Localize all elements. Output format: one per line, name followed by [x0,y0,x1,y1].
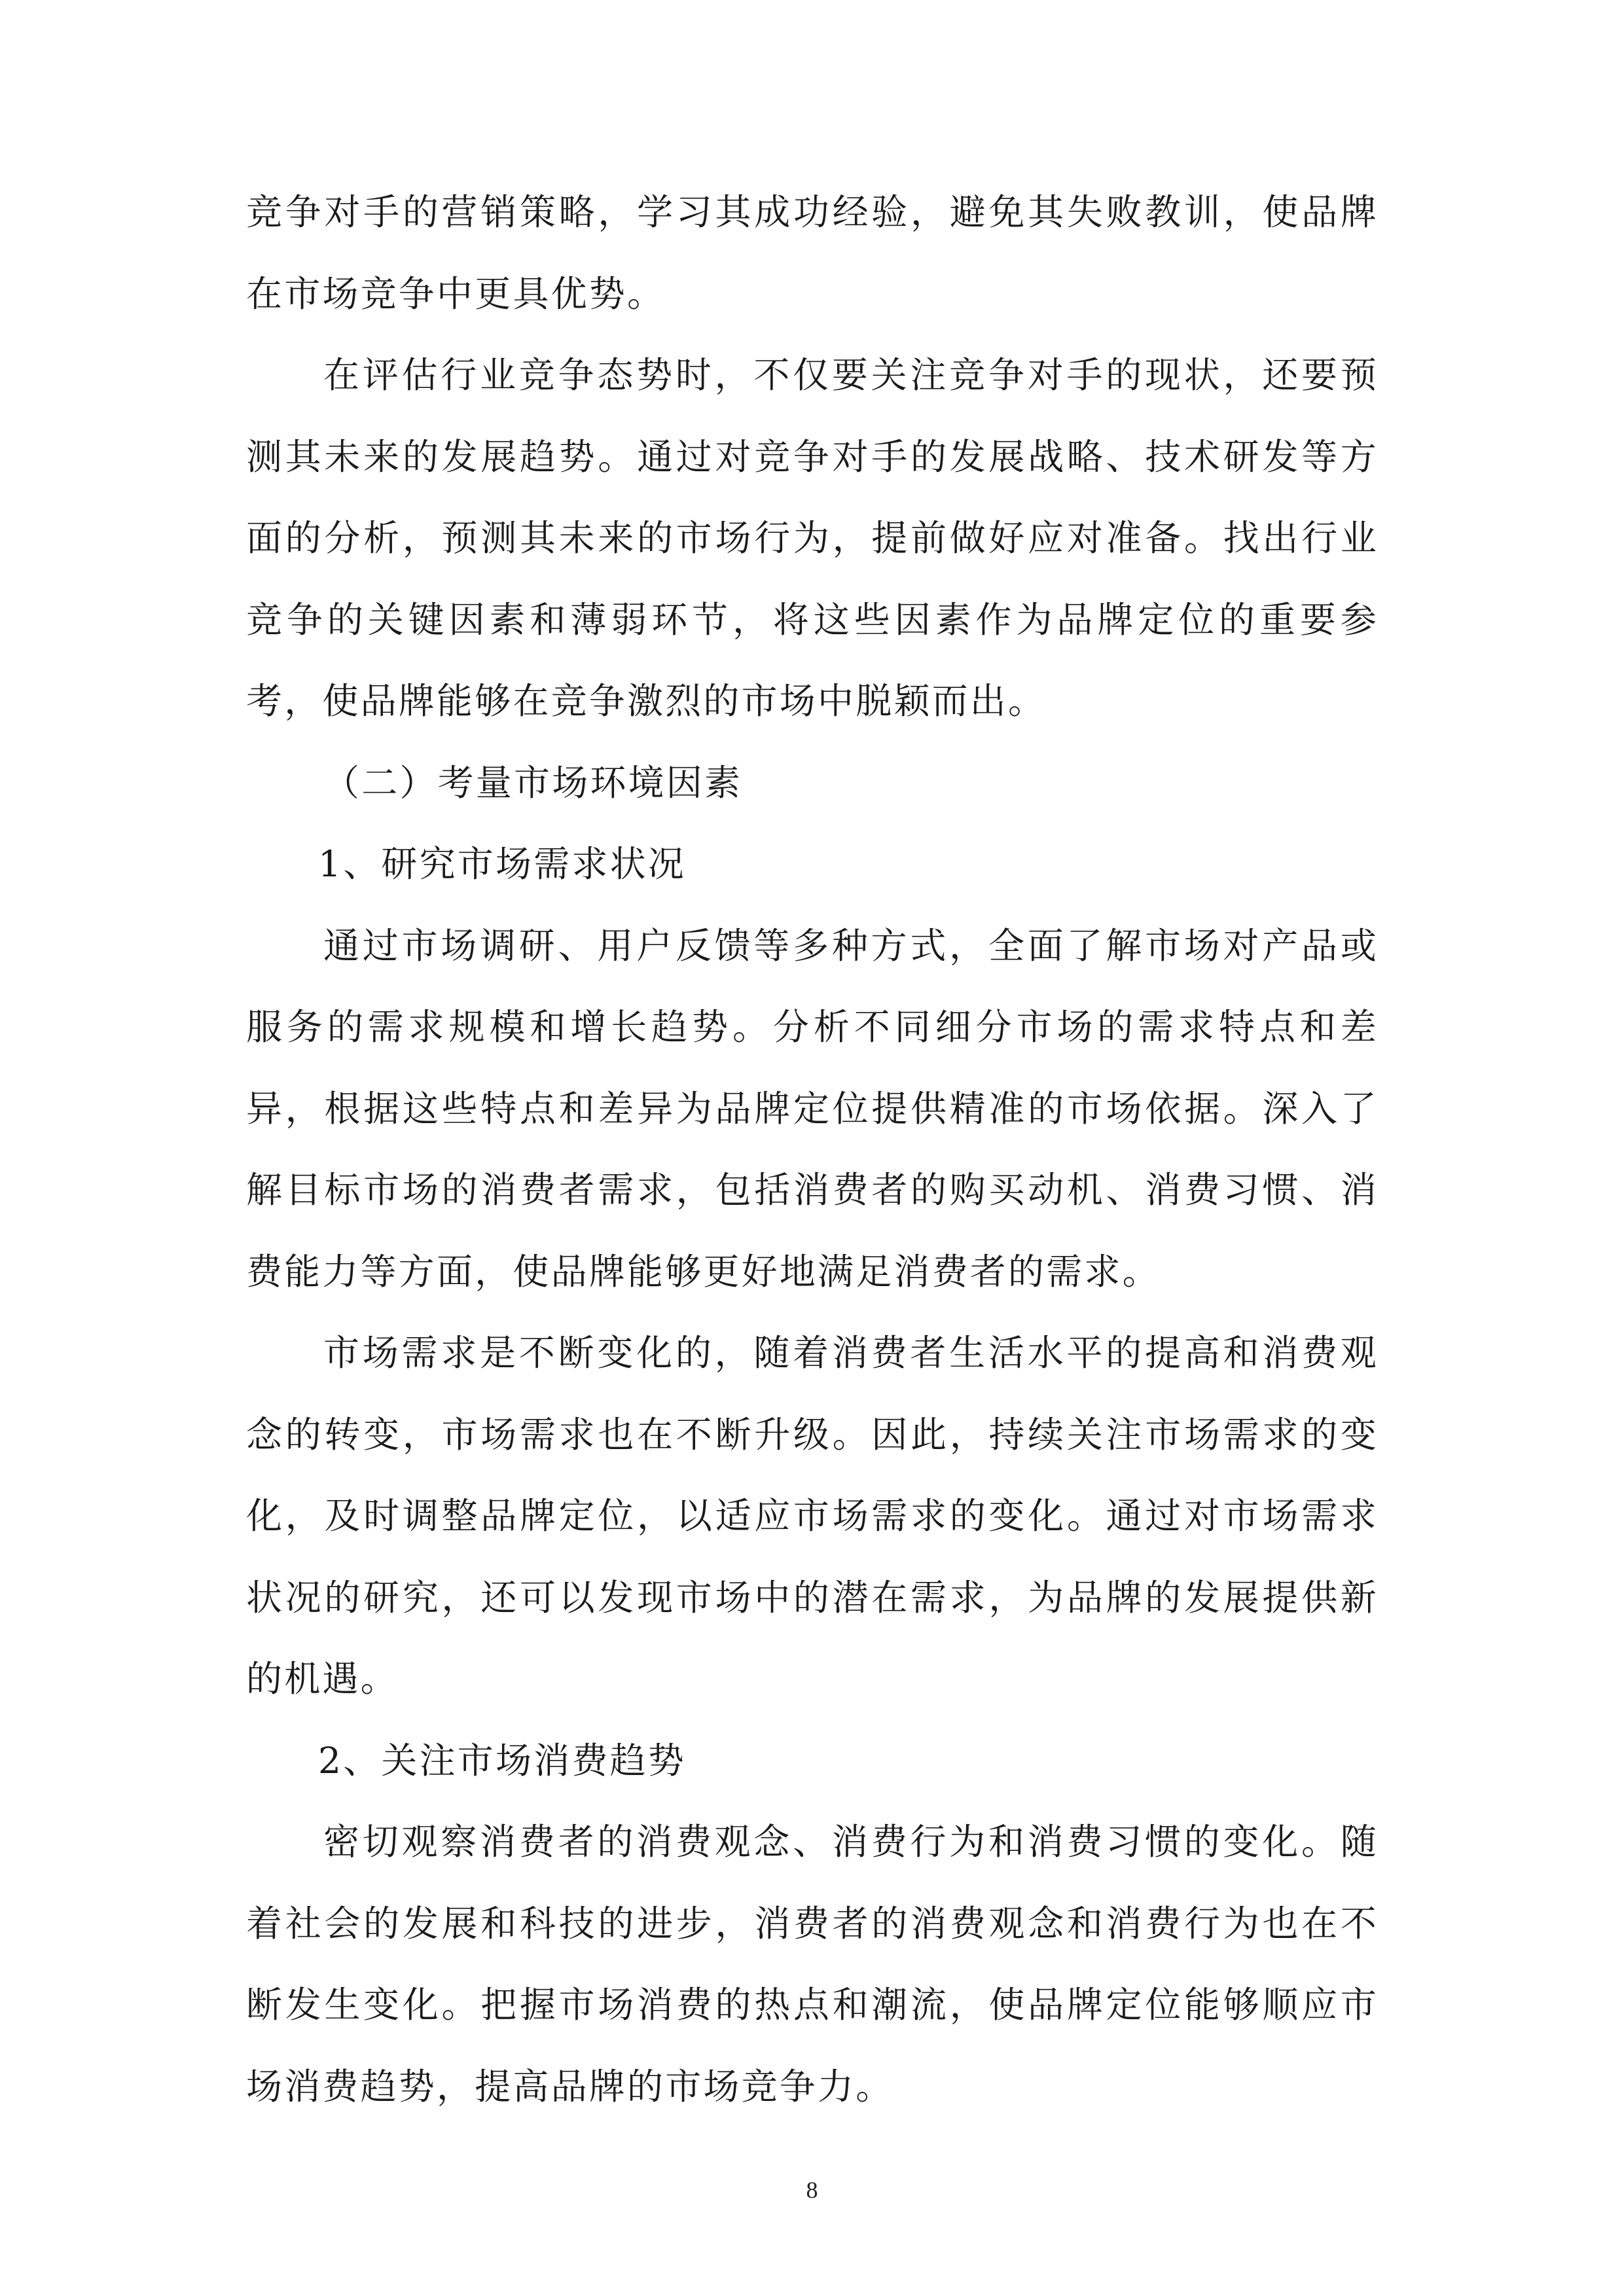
paragraph-consumption-observation: 密切观察消费者的消费观念、消费行为和消费习惯的变化。随着社会的发展和科技的进步，消费者的消费观念和消费行为也在不断发生变化。把握市场消费的热点和潮流，使品牌定位能够顺应市场消费趋势，提高品牌的市场竞争力。 [246,1821,1379,2108]
paragraph-demand-changes: 市场需求是不断变化的，随着消费者生活水平的提高和消费观念的转变，市场需求也在不断升级。因此，持续关注市场需求的变化，及时调整品牌定位，以适应市场需求的变化。通过对市场需求状况的研究，还可以发现市场中的潜在需求，为品牌的发展提供新的机遇。 [246,1332,1379,1700]
subheading-market-demand: 1、研究市场需求状况 [318,843,686,885]
paragraph-market-research: 通过市场调研、用户反馈等多种方式，全面了解市场对产品或服务的需求规模和增长趋势。分析不同细分市场的需求特点和差异，根据这些特点和差异为品牌定位提供精准的市场依据。深入了解目标市场的消费者需求，包括消费者的购买动机、消费习惯、消费能力等方面，使品牌能够更好地满足消费者的需求。 [246,924,1379,1293]
section-heading-market-environment: （二）考量市场环境因素 [323,761,743,804]
subheading-consumption-trends: 2、关注市场消费趋势 [318,1739,686,1782]
paragraph-continuation: 竞争对手的营销策略，学习其成功经验，避免其失败教训，使品牌在市场竞争中更具优势。 [246,191,1379,315]
paragraph-competition-assessment: 在评估行业竞争态势时，不仅要关注竞争对手的现状，还要预测其未来的发展趋势。通过对竞争对手的发展战略、技术研发等方面的分析，预测其未来的市场行为，提前做好应对准备。找出行业竞争的关键因素和薄弱环节，将这些因素作为品牌定位的重要参考，使品牌能够在竞争激烈的市场中脱颖而出。 [246,354,1379,722]
document-body [246,171,1379,2127]
page-number: 8 [806,2177,818,2203]
